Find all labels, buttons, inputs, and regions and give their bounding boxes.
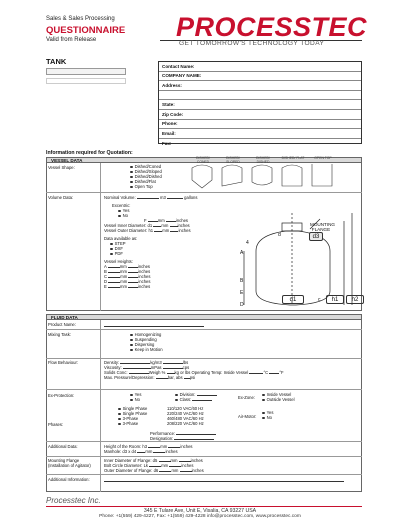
exzone-options bbox=[262, 392, 295, 402]
phase-option[interactable]: Single Phase bbox=[118, 406, 147, 411]
header-line1: Sales & Sales Processing bbox=[46, 16, 115, 22]
shape-option[interactable]: Dished/Dished bbox=[130, 174, 162, 179]
tank-diagram bbox=[236, 193, 362, 311]
h2-label: h2 bbox=[346, 295, 364, 304]
shape-option[interactable]: Dished/Flat bbox=[130, 179, 162, 184]
info-heading: Information required for Quotation: bbox=[46, 150, 133, 156]
h1-label: h1 bbox=[326, 295, 344, 304]
voltage-list: 110/120 VAC/60 Hz 220/240 VAC/60 Hz 460/480 VAC/60 Hz 208/220 VAC/60 Hz bbox=[167, 406, 204, 426]
airmotor-label: Air-Motor: bbox=[238, 414, 257, 419]
perf-block: Performance: Designation: bbox=[150, 431, 216, 441]
footer-company: Processtec Inc. bbox=[46, 496, 101, 505]
contact-row[interactable]: Email: bbox=[159, 129, 361, 139]
dished-sloped-icon bbox=[222, 165, 242, 186]
d1-label: d1 bbox=[282, 295, 304, 304]
contact-box bbox=[158, 61, 362, 147]
shape-option[interactable]: Open Top bbox=[130, 184, 162, 189]
questionnaire-title: QUESTIONNAIRE bbox=[46, 25, 126, 36]
division-option[interactable]: Division: bbox=[175, 392, 217, 397]
exprot-options bbox=[130, 392, 141, 402]
fluid-section-bar: FLUID DATA bbox=[46, 314, 362, 320]
dim-D: D bbox=[240, 302, 244, 308]
d3-label: d3 bbox=[309, 232, 323, 241]
mount-label: Mounting Flange (Installation of Agitator) bbox=[48, 458, 91, 468]
mixing-label: Mixing Task: bbox=[48, 332, 71, 337]
dished-dished-icon bbox=[252, 165, 272, 185]
mixing-option[interactable]: Suspending bbox=[130, 337, 163, 342]
volume-block: Nominal Volume: m3 gallons Excentric: Yes No F mm inches Vessel Inner Diameter: d1 mm inches Vessel Outer Diameter: h1 mm inches Data available as: STEP DXF PDF Vessel Heights: A mm inches B mm inches C mm inches D mm inches E mm inches bbox=[104, 195, 198, 289]
flow-block: Density: kg/m3 lbs Viscosity: mPas cps Solids Conc: Weigh % kg or lbs Operating Temp: Inside Vessel °C °F Max. Pressure/Depression: bar, abs psi bbox=[104, 360, 284, 380]
airmotor-options bbox=[262, 410, 273, 420]
exprot-yes[interactable]: Yes bbox=[130, 392, 141, 397]
dished-coned-icon bbox=[192, 165, 212, 188]
contact-row[interactable]: Zip Code: bbox=[159, 110, 361, 120]
dim-4: 4 bbox=[246, 240, 249, 246]
open-top-icon bbox=[312, 164, 332, 186]
product-label: Product Name: bbox=[48, 322, 76, 327]
phase-option[interactable]: 3-Phase bbox=[118, 416, 147, 421]
airmotor-no[interactable]: No bbox=[262, 415, 273, 420]
shape-option[interactable]: Dished/Coned bbox=[130, 164, 162, 169]
contact-row[interactable]: COMPANY NAME: bbox=[159, 72, 361, 82]
shape-option[interactable]: Dished/Sloped bbox=[130, 169, 162, 174]
volume-label: Volume Data: bbox=[48, 195, 74, 200]
contact-row[interactable]: State: bbox=[159, 100, 361, 110]
phase-option[interactable]: 3-Phase bbox=[118, 421, 147, 426]
additional-block: Height of the Room: h3 mm inches Manhole: d3 x d4 mm inches bbox=[104, 444, 193, 454]
phase-option[interactable]: Single Phase bbox=[118, 411, 147, 416]
vessel-shape-label: Vessel Shape: bbox=[48, 165, 75, 170]
mixing-option[interactable]: Dispersing bbox=[130, 342, 163, 347]
flange-label: MOUNTING FLANGE bbox=[310, 222, 336, 232]
footer-rule bbox=[46, 506, 362, 507]
airmotor-yes[interactable]: Yes bbox=[262, 410, 273, 415]
phase-options bbox=[118, 406, 147, 426]
dim-A: A bbox=[240, 250, 244, 256]
addinfo-label: Additional Information: bbox=[48, 477, 90, 482]
inside-option[interactable]: Inside Vessel bbox=[262, 392, 295, 397]
vessel-section-bar: VESSEL DATA bbox=[46, 157, 362, 163]
shape-heads: DISHED/ CONED DISHED/ SLOPED DISHED/ DISHED DISHED/ FLAT OPEN TOP bbox=[196, 156, 332, 164]
addinfo-input[interactable] bbox=[104, 481, 344, 482]
contact-row[interactable]: Contact Name: bbox=[159, 62, 361, 72]
tagline: GET TOMORROW'S TECHNOLOGY TODAY bbox=[179, 40, 325, 47]
exzone-label: Ex-Zone: bbox=[238, 395, 255, 400]
mixing-options bbox=[130, 332, 163, 352]
division-class bbox=[175, 392, 217, 402]
mixing-option[interactable]: Keep in Motion bbox=[130, 347, 163, 352]
exprot-label: Ex-Protection: bbox=[48, 393, 75, 398]
header-line3: Valid from Release bbox=[46, 37, 97, 43]
outside-option[interactable]: Outside Vessel bbox=[262, 397, 295, 402]
footer-contact: Phone: +1(559) 429-4227, Fax: +1(559) 429-4228 info@processtec.com, www.processtec.com bbox=[99, 514, 301, 519]
mount-block: Inner Diameter of Flange: d5 mm inches Bolt Circle Diameter: Lk mm inches Outer Diameter of Flange: d6 mm inches bbox=[104, 458, 204, 473]
c-label: c bbox=[318, 297, 321, 303]
exprot-no[interactable]: No bbox=[130, 397, 141, 402]
contact-row[interactable]: Address: bbox=[159, 81, 361, 91]
contact-row[interactable] bbox=[159, 91, 361, 101]
tank-title: TANK bbox=[46, 57, 67, 66]
product-input[interactable] bbox=[104, 326, 204, 327]
dim-E: E bbox=[240, 290, 244, 296]
footer-address: 345 E Tulare Ave, Unit E, Visalia, CA 93227 USA bbox=[143, 508, 257, 514]
phases-label: Phases: bbox=[48, 422, 64, 427]
d-label: d bbox=[278, 232, 281, 238]
flow-label: Flow Behaviour: bbox=[48, 360, 79, 365]
contact-row[interactable]: Fax: bbox=[162, 141, 172, 147]
processtec-logo: PROCESSTEC bbox=[176, 12, 368, 42]
tank-field-2[interactable] bbox=[46, 78, 126, 84]
additional-label: Additional Data: bbox=[48, 444, 78, 449]
tank-field[interactable] bbox=[46, 68, 126, 75]
mixing-option[interactable]: Homogenizing bbox=[130, 332, 163, 337]
dished-flat-icon bbox=[282, 165, 302, 186]
class-option[interactable]: Class: bbox=[175, 397, 217, 402]
shape-options bbox=[130, 164, 162, 189]
dim-B: B bbox=[240, 278, 244, 284]
contact-row[interactable]: Phone: bbox=[159, 120, 361, 130]
